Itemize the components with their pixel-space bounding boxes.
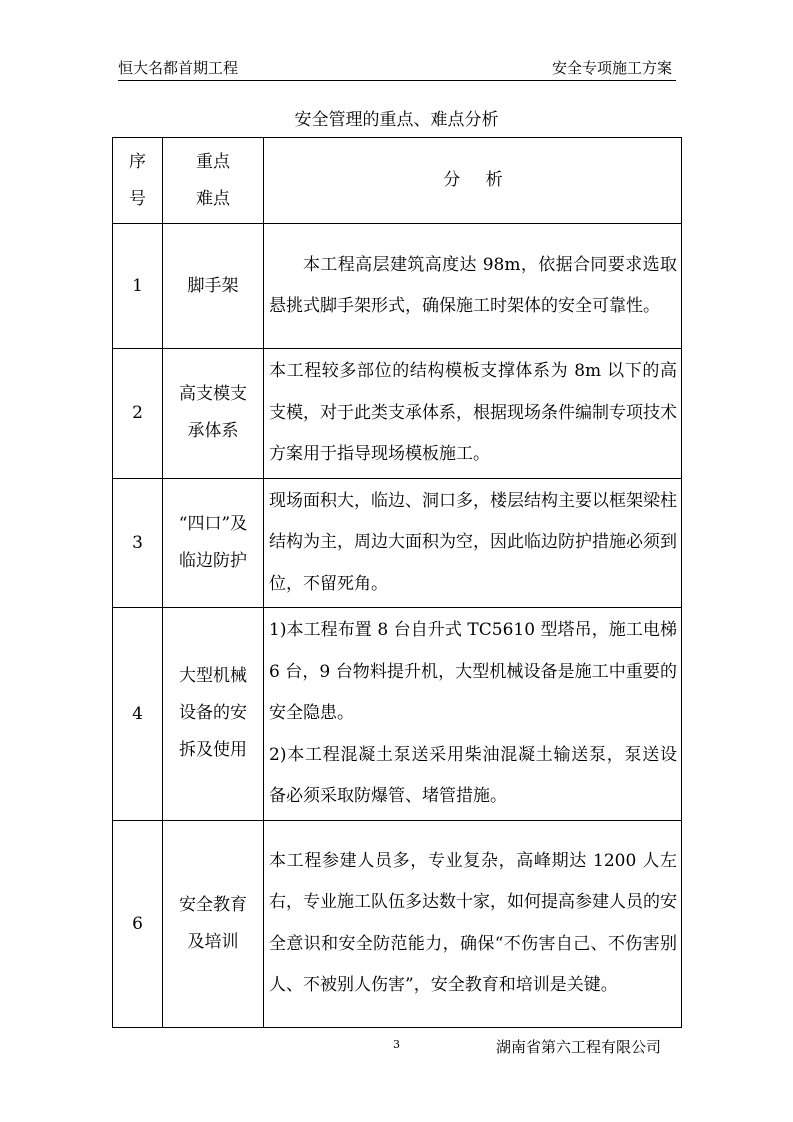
row-seq: 3 <box>113 478 163 608</box>
row-key: 脚手架 <box>163 224 264 349</box>
analysis-paragraph: 2)本工程混凝土泵送采用柴油混凝土输送泵，泵送设备必须采取防爆管、堵管措施。 <box>269 744 677 806</box>
row-seq: 2 <box>113 349 163 479</box>
row-analysis <box>264 349 682 479</box>
row-analysis <box>264 478 682 608</box>
header-cell-analysis <box>264 138 682 224</box>
header-key-line1: 重点 <box>196 151 230 172</box>
analysis-paragraph: 现场面积大，临边、洞口多，楼层结构主要以框架梁柱结构为主，周边大面积为空，因此临边防护措施必须到位，不留死角。 <box>269 490 677 594</box>
analysis-table <box>112 137 682 1028</box>
row-analysis <box>264 608 682 821</box>
header-key-line2: 难点 <box>196 188 230 209</box>
row-seq: 1 <box>113 224 163 349</box>
row-seq: 6 <box>113 820 163 1027</box>
row-key: 高支模支承体系 <box>163 349 264 479</box>
header-analysis-label: 分析 <box>443 169 529 190</box>
header-project-name: 恒大名都首期工程 <box>118 59 239 77</box>
footer-company-name: 湖南省第六工程有限公司 <box>496 1038 662 1056</box>
row-key: 安全教育及培训 <box>163 820 264 1027</box>
table-row <box>113 820 682 1027</box>
header-cell-seq <box>113 138 163 224</box>
table-row <box>113 224 682 349</box>
table-row <box>113 349 682 479</box>
analysis-paragraph: 1)本工程布置 8 台自升式 TC5610 型塔吊，施工电梯 6 台，9 台物料提升机，大型机械设备是施工中重要的安全隐患。 <box>269 620 677 723</box>
header-seq-line2: 号 <box>129 188 146 209</box>
page-title: 安全管理的重点、难点分析 <box>294 110 499 130</box>
row-analysis <box>264 224 682 349</box>
row-seq: 4 <box>113 608 163 821</box>
table-row <box>113 608 682 821</box>
row-analysis <box>264 820 682 1027</box>
page-number: 3 <box>393 1038 400 1051</box>
analysis-paragraph: 本工程高层建筑高度达 98m，依据合同要求选取悬挑式脚手架形式，确保施工时架体的安全可靠性。 <box>269 254 677 316</box>
analysis-paragraph: 本工程较多部位的结构模板支撑体系为 8m 以下的高支模，对于此类支承体系，根据现场条件编制专项技术方案用于指导现场模板施工。 <box>269 361 677 464</box>
header-seq-line1: 序 <box>129 151 146 172</box>
table-header-row <box>113 138 682 224</box>
row-key: “四口”及临边防护 <box>163 478 264 608</box>
header-document-type: 安全专项施工方案 <box>551 59 672 77</box>
page-header <box>118 54 676 81</box>
table-row <box>113 478 682 608</box>
row-key: 大型机械设备的安拆及使用 <box>163 608 264 821</box>
header-cell-key <box>163 138 264 224</box>
analysis-paragraph: 本工程参建人员多，专业复杂，高峰期达 1200 人左右，专业施工队伍多达数十家，如何提高参建人员的安全意识和安全防范能力，确保“不伤害自己、不伤害别人、不被别人伤害”，安全教育和培训是关键。 <box>269 850 677 995</box>
